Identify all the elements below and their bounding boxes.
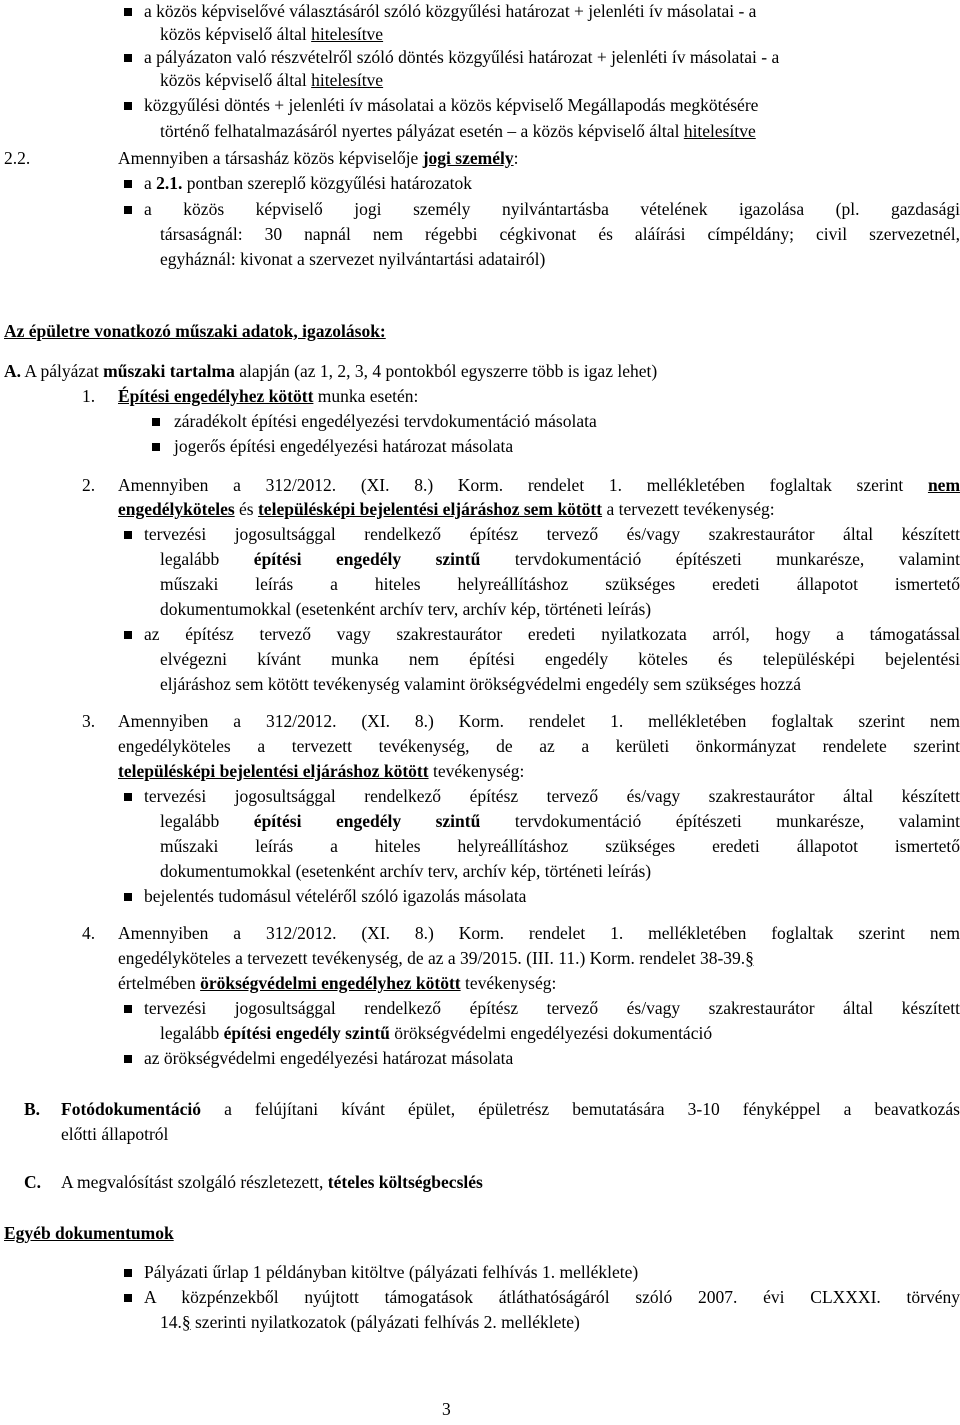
top-item-1-line-2: közös képviselő által hitelesítve — [160, 24, 384, 44]
point-4-item-2: az örökségvédelmi engedélyezési határozat másolata — [144, 1048, 514, 1068]
point-2-item-2-line-2: elvégezni kívánt munka nem építési engedély köteles és településképi bejelentési — [160, 649, 960, 669]
s22-item-2-line-3: egyháznál: kivonat a szervezet nyilvántartási adatairól) — [160, 249, 546, 269]
bullet-icon — [152, 443, 160, 451]
point-number: 2. — [82, 475, 96, 495]
point-3-line-2: engedélyköteles a tervezett tevékenység, de az a kerületi önkormányzat rendelete szerint — [118, 736, 960, 756]
point-4-item-1-line-1: tervezési jogosultsággal rendelkező építész tervező és/vagy szakrestaurátor által készített — [144, 998, 960, 1018]
bullet-icon — [124, 1294, 132, 1302]
top-item-2-line-1: a pályázaton való részvételről szóló döntés közgyűlési határozat + jelenléti ív másolatai - a — [144, 47, 780, 67]
bullet-icon — [124, 102, 132, 110]
point-2-item-2-line-1: az építész tervező vagy szakrestaurátor eredeti nyilatkozata arról, hogy a támogatással — [144, 624, 960, 644]
point-number: 4. — [82, 923, 96, 943]
bullet-icon — [124, 180, 132, 188]
point-1-item-2: jogerős építési engedélyezési határozat másolata — [174, 436, 514, 456]
point-2-item-2-line-3: eljáráshoz sem kötött tevékenység valamint örökségvédelmi engedély sem szükséges hozzá — [160, 674, 801, 694]
point-2-item-1-line-4: dokumentumokkal (esetenként archív terv, archív kép, történeti leírás) — [160, 599, 652, 619]
section-c-line: A megvalósítást szolgáló részletezett, tételes költségbecslés — [61, 1172, 483, 1192]
s22-item-2-line-2: társaságnál: 30 napnál nem régebbi cégkivonat és aláírási címpéldány; civil szervezetnél, — [160, 224, 960, 244]
point-2-item-1-line-2: legalább építési engedély szintű tervdokumentáció építészeti munkarésze, valamint — [160, 549, 960, 569]
bullet-icon — [152, 418, 160, 426]
top-item-1-line-1: a közös képviselővé választásáról szóló közgyűlési határozat + jelenléti ív másolatai - a — [144, 1, 757, 21]
point-3-item-1-line-3: műszaki leírás a hiteles helyreállításhoz szükséges eredeti állapotot ismertető — [160, 836, 960, 856]
section-heading-building: Az épületre vonatkozó műszaki adatok, igazolások: — [4, 321, 386, 341]
bullet-icon — [124, 631, 132, 639]
point-3-item-1-line-1: tervezési jogosultsággal rendelkező építész tervező és/vagy szakrestaurátor által készített — [144, 786, 960, 806]
bullet-icon — [124, 206, 132, 214]
top-item-2-line-2: közös képviselő által hitelesítve — [160, 70, 384, 90]
bullet-icon — [124, 1005, 132, 1013]
bullet-icon — [124, 531, 132, 539]
section-number: 2.2. — [4, 148, 31, 168]
point-3-item-1-line-2: legalább építési engedély szintű tervdokumentáció építészeti munkarésze, valamint — [160, 811, 960, 831]
bullet-icon — [124, 54, 132, 62]
section-b-letter: B. — [24, 1099, 41, 1119]
top-item-3-line-1: közgyűlési döntés + jelenléti ív másolatai a közös képviselő Megállapodás megkötésére — [144, 95, 759, 115]
section-heading-other: Egyéb dokumentumok — [4, 1223, 174, 1243]
point-4-line-3: értelmében örökségvédelmi engedélyhez kötött tevékenység: — [118, 973, 557, 993]
section-a-line: A. A pályázat műszaki tartalma alapján (az 1, 2, 3, 4 pontokból egyszerre több is igaz lehet) — [4, 361, 658, 381]
other-item-2-line-2: 14.§ szerinti nyilatkozatok (pályázati felhívás 2. melléklete) — [160, 1312, 580, 1332]
top-item-3-line-2: történő felhatalmazásáról nyertes pályázat esetén – a közös képviselő által hitelesítve — [160, 121, 756, 141]
s22-item-2-line-1: a közös képviselő jogi személy nyilvántartásba vételének igazolása (pl. gazdasági — [144, 199, 960, 219]
point-2-item-1-line-3: műszaki leírás a hiteles helyreállításhoz szükséges eredeti állapotot ismertető — [160, 574, 960, 594]
section-intro: Amennyiben a társasház közös képviselője jogi személy: — [118, 148, 519, 168]
point-1-intro: Építési engedélyhez kötött munka esetén: — [118, 386, 419, 406]
point-4-item-1-line-2: legalább építési engedély szintű örökségvédelmi engedélyezési dokumentáció — [160, 1023, 713, 1043]
point-number: 3. — [82, 711, 96, 731]
other-item-2-line-1: A közpénzekből nyújtott támogatások átláthatóságáról szóló 2007. évi CLXXXI. törvény — [144, 1287, 960, 1307]
point-2-line-1: Amennyiben a 312/2012. (XI. 8.) Korm. rendelet 1. mellékletében foglaltak szerint nem — [118, 475, 960, 495]
section-c-letter: C. — [24, 1172, 42, 1192]
point-3-item-1-line-4: dokumentumokkal (esetenként archív terv, archív kép, történeti leírás) — [160, 861, 652, 881]
bullet-icon — [124, 1055, 132, 1063]
point-2-item-1-line-1: tervezési jogosultsággal rendelkező építész tervező és/vagy szakrestaurátor által készített — [144, 524, 960, 544]
point-4-line-2: engedélyköteles a tervezett tevékenység, de az a 39/2015. (III. 11.) Korm. rendelet 38-39.§ — [118, 948, 754, 968]
point-3-line-1: Amennyiben a 312/2012. (XI. 8.) Korm. rendelet 1. mellékletében foglaltak szerint nem — [118, 711, 960, 731]
section-b-line-2: előtti állapotról — [61, 1124, 169, 1144]
s22-item-1: a 2.1. pontban szereplő közgyűlési határozatok — [144, 173, 473, 193]
point-3-line-3: településképi bejelentési eljáráshoz kötött tevékenység: — [118, 761, 525, 781]
point-number: 1. — [82, 386, 96, 406]
bullet-icon — [124, 8, 132, 16]
page-number: 3 — [442, 1399, 451, 1419]
bullet-icon — [124, 793, 132, 801]
point-3-item-2: bejelentés tudomásul vételéről szóló igazolás másolata — [144, 886, 527, 906]
point-1-item-1: záradékolt építési engedélyezési tervdokumentáció másolata — [174, 411, 597, 431]
point-4-line-1: Amennyiben a 312/2012. (XI. 8.) Korm. rendelet 1. mellékletében foglaltak szerint nem — [118, 923, 960, 943]
other-item-1: Pályázati űrlap 1 példányban kitöltve (pályázati felhívás 1. melléklete) — [144, 1262, 639, 1282]
bullet-icon — [124, 1269, 132, 1277]
point-2-line-2: engedélyköteles és településképi bejelentési eljáráshoz sem kötött a tervezett tevékenység: — [118, 499, 775, 519]
section-b-line-1: Fotódokumentáció a felújítani kívánt épület, épületrész bemutatására 3-10 fényképpel a beavatkozás — [61, 1099, 960, 1119]
bullet-icon — [124, 893, 132, 901]
